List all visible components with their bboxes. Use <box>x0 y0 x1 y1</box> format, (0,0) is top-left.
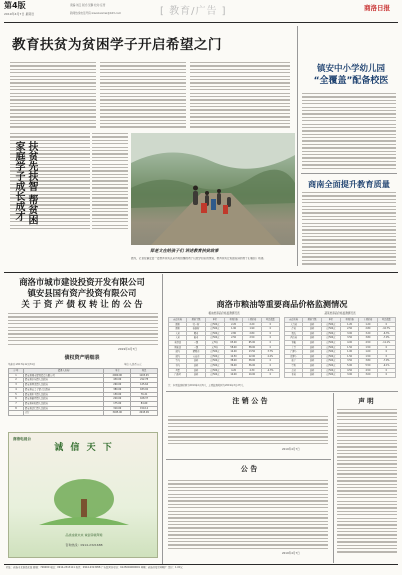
price-table-cell: 1.50 <box>359 345 377 350</box>
sidebar-text-a <box>48 133 90 233</box>
debt-table-cell: 4 <box>9 387 24 392</box>
price-table-cell: 0 <box>261 373 279 378</box>
price-table-cell: 五花肉 <box>187 354 205 359</box>
price-table-cell: 1.00 <box>359 350 377 355</box>
announcement-title-2: 镇安县国有资产投资有限公司 <box>27 288 137 298</box>
price-table-cell: 籼米 <box>187 336 205 341</box>
price-table-cell: 新鲜 <box>303 354 321 359</box>
price-table-left-caption: 粮油类商品价格监测情况表 <box>208 312 240 315</box>
price-table-cell: 3.00 <box>340 373 358 378</box>
price-table-cell: 38.00 <box>243 359 261 364</box>
debt-table-row <box>9 411 158 416</box>
price-table-cell: 大米 <box>169 336 187 341</box>
debt-table-cell: 镇安县回龙镇人民政府 <box>23 383 103 388</box>
price-table-veg <box>284 317 396 378</box>
debt-table-cell: 1 <box>9 373 24 378</box>
debt-table-cell: 5 <box>9 392 24 397</box>
debt-table-cell: 7 <box>9 401 24 406</box>
price-table-cell: 元/500克 <box>205 359 224 364</box>
price-table-cell: 元/500克 <box>321 340 340 345</box>
price-table-cell: 新鲜 <box>303 327 321 332</box>
price-table-cell: 2.20 <box>224 322 242 327</box>
price-table-cell: 2.50 <box>340 327 358 332</box>
price-table-cell: 0 <box>377 345 395 350</box>
debt-table-cell: 镇安县米粮镇人民政府 <box>23 401 103 406</box>
price-table-header-cell: 商品名称 <box>169 318 187 323</box>
debt-col-no: 序号 <box>9 369 24 374</box>
price-table-cell: 1.50 <box>340 345 358 350</box>
header-rule <box>4 22 398 23</box>
price-footnote: 注：本期监测时间为2019年4月3日，上期监测时间为2019年3月27日。 <box>168 384 246 387</box>
price-table-cell: -7.9% <box>377 336 395 341</box>
price-table-cell: 芹菜 <box>285 327 303 332</box>
right-section-rule <box>301 173 397 174</box>
price-table-cell: -10.7% <box>377 327 395 332</box>
price-table-cell: 菜籽油 <box>169 340 187 345</box>
main-headline: 教育扶贫为贫困学子开启希望之门 <box>12 37 222 53</box>
debt-table-cell: 108.37 <box>131 397 158 402</box>
price-table-cell: 新鲜 <box>303 331 321 336</box>
price-table-cell: 新鲜 <box>303 359 321 364</box>
debt-table-cell: 212.78 <box>131 378 158 383</box>
price-table-cell: 0 <box>261 336 279 341</box>
price-table-cell: 0 <box>377 368 395 373</box>
cancel-notice-body <box>168 416 328 446</box>
price-table-cell: 大米 <box>169 331 187 336</box>
main-article-text-col2 <box>100 62 186 132</box>
price-table-cell: 白条鸡 <box>169 373 187 378</box>
debt-col-interest: 利息 <box>131 369 158 374</box>
price-table-cell: 3.80 <box>359 359 377 364</box>
price-table-cell: 调和油 <box>169 345 187 350</box>
price-table-cell: 元/500克 <box>321 345 340 350</box>
price-table-header-cell: 本期价格 <box>224 318 242 323</box>
price-table-cell: 3.00 <box>359 373 377 378</box>
general-notice-body <box>168 480 328 552</box>
price-table-cell: 土豆 <box>285 345 303 350</box>
debt-table-cell: 380.00 <box>104 387 131 392</box>
debt-table-cell: 2045.09 <box>131 411 158 416</box>
announcement-body <box>8 313 158 347</box>
price-table-cell: 新鲜 <box>187 359 205 364</box>
debt-table-cell: 镇安县达仁镇人民政府 <box>23 406 103 411</box>
price-table-cell: 1.90 <box>243 327 261 332</box>
debt-asset-table <box>8 368 158 416</box>
price-table-cell: 元/5升 <box>205 345 224 350</box>
debt-table-cell: 150.00 <box>104 392 131 397</box>
contact-line: 新闻热线电话号码:xiaoxiaomei@163.com <box>70 12 122 15</box>
price-table-cell: 元/500克 <box>205 363 224 368</box>
ad-title: 诚 信 天 下 <box>54 443 114 453</box>
debt-table-cell: 6 <box>9 397 24 402</box>
general-notice-title: 公 告 <box>240 465 258 473</box>
debt-table-cell: 125.64 <box>131 383 158 388</box>
price-table-cell: 新鲜 <box>187 373 205 378</box>
price-table-cell: 1.50 <box>359 354 377 359</box>
ad-illustration <box>29 459 139 529</box>
price-table-cell: 面粉 <box>169 322 187 327</box>
debt-table-title: 债权资产明细表 <box>64 355 100 361</box>
price-table-cell: 1.20 <box>340 322 358 327</box>
vertical-column-title <box>12 141 42 231</box>
debt-table-cell: 76.21 <box>131 392 158 397</box>
price-table-cell: 元/500克 <box>321 359 340 364</box>
price-table-cell: 65.00 <box>243 340 261 345</box>
debt-table-meta-right: 单位:人民币万元 <box>124 363 142 366</box>
announcement-title-3: 关 于 资 产 债 权 转 让 的 公 告 <box>21 299 143 309</box>
right-article-2-text <box>302 192 396 266</box>
price-table-cell: 特一粉 <box>187 322 205 327</box>
price-table-cell: 元/500克 <box>321 368 340 373</box>
lower-vertical-divider <box>162 274 163 564</box>
price-table-cell: 36.00 <box>243 363 261 368</box>
price-table-cell: 3.00 <box>340 331 358 336</box>
editors-line: 责编:刘江 版式:吴静 校对:任雪 <box>70 4 106 7</box>
price-table-cell: 4.00 <box>340 340 358 345</box>
price-table-cell: 鸡蛋 <box>169 368 187 373</box>
notice-rule-2 <box>166 459 331 460</box>
price-table-cell: 4.50 <box>340 368 358 373</box>
price-table-cell: 2.80 <box>224 331 242 336</box>
price-table-cell: 白萝卜 <box>285 350 303 355</box>
price-table-cell: -7.9% <box>377 359 395 364</box>
price-table-cell: 元/500克 <box>205 354 224 359</box>
price-table-cell: 1.90 <box>224 327 242 332</box>
price-table-header-cell: 规格等级 <box>303 318 321 323</box>
notice-rule <box>166 391 398 392</box>
debt-table-cell: 84.60 <box>131 401 158 406</box>
price-table-cell: 0 <box>261 359 279 364</box>
price-table-cell: 58.00 <box>224 345 242 350</box>
footer-rule <box>4 564 398 565</box>
photo-scene <box>131 133 295 245</box>
price-table-cell: 0 <box>261 331 279 336</box>
right-headline-1: 镇安中小学幼儿园 <box>316 64 385 74</box>
price-table-cell: 新鲜 <box>303 340 321 345</box>
price-table-cell: 元/500克 <box>321 354 340 359</box>
price-table-header-cell: 规格等级 <box>187 318 205 323</box>
announcement-title-1: 商洛市城市建设投资开发有限公司 <box>19 277 145 287</box>
price-table-cell: 0 <box>377 354 395 359</box>
price-table-cell: 元/500克 <box>205 350 224 355</box>
photo-caption-body: 图为，记者在镇安县一处教育扶贫点采访时拍摄的孩子们放学回家的情景，教育扶贫让贫困家庭的孩子们看到了希望。 <box>131 257 266 260</box>
price-table-cell: 青椒 <box>285 340 303 345</box>
price-table-cell: 10.00 <box>224 373 242 378</box>
price-table-cell: 2.80 <box>359 327 377 332</box>
announcement-date: 2019年4月7日 <box>118 347 138 351</box>
price-table-cell: 13.50 <box>243 350 261 355</box>
price-table-cell: 0 <box>261 322 279 327</box>
debt-table-cell: 镇安县木王镇人民政府 <box>23 392 103 397</box>
page-number: 第4版 <box>4 1 26 10</box>
debt-table-cell: 合计 <box>23 411 103 416</box>
price-table-cell: 元/500克 <box>205 373 224 378</box>
price-table-cell: 新鲜 <box>303 336 321 341</box>
cancel-notice-title: 注 销 公 告 <box>232 397 268 405</box>
price-table-cell: 羊肉 <box>169 363 187 368</box>
debt-table-cell: 3 <box>9 383 24 388</box>
price-table-cell: 元/500克 <box>205 322 224 327</box>
main-article-text-col1 <box>10 62 96 132</box>
price-table-header-cell: 环比涨跌 <box>261 318 279 323</box>
price-table-header-cell: 商品名称 <box>285 318 303 323</box>
price-table-cell: 元/500克 <box>205 327 224 332</box>
debt-table-cell: 310.00 <box>104 406 131 411</box>
price-table-header-cell: 单位 <box>205 318 224 323</box>
debt-table-cell: 260.00 <box>104 383 131 388</box>
right-column-divider <box>297 26 298 266</box>
price-table-cell: 10.00 <box>243 373 261 378</box>
price-table-cell: 元/500克 <box>321 350 340 355</box>
price-table-cell: 2.20 <box>243 322 261 327</box>
price-table-cell: 精瘦肉 <box>187 350 205 355</box>
price-table-cell: 3.20 <box>359 331 377 336</box>
price-table-cell: 蒜苔 <box>285 368 303 373</box>
ad-phone: 咨询热线：0914-2321688 <box>65 543 103 547</box>
statement-divider <box>333 393 334 563</box>
price-table-header-cell: 本期价格 <box>340 318 358 323</box>
debt-table-cell: 430.00 <box>104 378 131 383</box>
price-table-cell: 5.50 <box>359 363 377 368</box>
right-article-1-text <box>302 93 396 171</box>
price-table-cell: 新鲜 <box>303 345 321 350</box>
price-table-grain <box>168 317 280 378</box>
price-table-cell: 2.50 <box>224 336 242 341</box>
price-table-cell: 元/500克 <box>205 368 224 373</box>
statement-title: 声 明 <box>358 397 374 405</box>
price-table-cell: 14.00 <box>224 350 242 355</box>
price-table-cell: 豆角 <box>285 363 303 368</box>
price-table-cell: 新鲜 <box>303 322 321 327</box>
debt-col-debtor: 债务人名称 <box>23 369 103 374</box>
news-photo <box>131 133 295 245</box>
price-table-cell: 0 <box>377 322 395 327</box>
right-subheadline-1: “全覆盖”配备校医 <box>313 76 389 86</box>
price-table-cell: 3.50 <box>340 336 358 341</box>
date-line: 2019年4月7日 星期日 <box>4 12 35 16</box>
ad-tagline: 品质成就未来 诚信铸就辉煌 <box>65 533 103 537</box>
price-table-cell: 西红柿 <box>285 336 303 341</box>
debt-table-cell: 镇安县永乐镇人民政府 <box>23 378 103 383</box>
debt-table-cell: 镇安县城市建设投资有限公司 <box>23 373 103 378</box>
main-article-text-col3 <box>190 62 290 132</box>
debt-table-cell: 3925.00 <box>104 411 131 416</box>
price-table-header-cell: 上期价格 <box>359 318 377 323</box>
price-table-cell: 元/500克 <box>205 331 224 336</box>
price-monitor-title: 商洛市粮油等重要商品价格监测情况 <box>216 299 348 309</box>
price-table-cell: 元/500克 <box>321 336 340 341</box>
price-table-header-cell: 上期价格 <box>243 318 261 323</box>
price-table-cell: 新鲜 <box>303 363 321 368</box>
price-table-cell: 韭菜 <box>285 373 303 378</box>
footer-info: 社址：商洛市北新街北段 邮编：726000 电话：0914-2313111 传真：0914-2313058 广告经营许可证：6125004000001 印刷：商洛日报社印刷厂 定价：1.00元 <box>6 566 183 569</box>
price-table-header-cell: 环比涨跌 <box>377 318 395 323</box>
price-table-cell: 元/500克 <box>205 336 224 341</box>
photo-caption-title: 郑老文在给孩子们 讲述教育扶贫故事 <box>150 248 219 253</box>
price-table-cell: 1.00 <box>340 350 358 355</box>
price-table-cell: 面粉 <box>169 327 187 332</box>
price-table-cell: 0 <box>261 363 279 368</box>
debt-table-cell: 150.12 <box>131 406 158 411</box>
price-table-cell: 12.00 <box>243 354 261 359</box>
price-table-cell: 2.80 <box>243 331 261 336</box>
price-table-cell: 12.50 <box>224 354 242 359</box>
price-table-cell: 元/500克 <box>321 327 340 332</box>
debt-table-cell: 2000.00 <box>104 373 131 378</box>
debt-table-cell: 镇安县柴坪镇人民政府 <box>23 397 103 402</box>
price-table-cell: 新鲜 <box>187 368 205 373</box>
price-table-cell: 0 <box>377 350 395 355</box>
section-title: [ 教育/广告 ] <box>160 6 227 17</box>
price-table-cell: 36.00 <box>224 363 242 368</box>
price-table-cell: 4.30 <box>243 368 261 373</box>
price-table-cell: 茄子 <box>285 359 303 364</box>
price-table-cell: 0 <box>261 340 279 345</box>
mid-page-rule <box>4 272 398 273</box>
price-table-cell: 2.50 <box>243 336 261 341</box>
price-table-cell: -9.1% <box>377 363 395 368</box>
price-table-cell: 粳米 <box>187 331 205 336</box>
price-table-cell: 0 <box>261 327 279 332</box>
debt-table-cell: 镇安县云盖寺镇人民政府 <box>23 387 103 392</box>
price-table-cell: -6.3% <box>377 331 395 336</box>
price-table-cell: -11.1% <box>377 340 395 345</box>
debt-table-cell: 1103.45 <box>131 373 158 378</box>
price-table-cell: 新鲜 <box>303 350 321 355</box>
price-table-cell: 1.50 <box>340 354 358 359</box>
price-table-cell: 胡萝卜 <box>285 354 303 359</box>
masthead <box>0 0 402 22</box>
debt-table-cell <box>9 411 24 416</box>
general-notice-date: 2019年4月7日 <box>282 552 300 555</box>
ad-logo: 商洛电视台 <box>13 437 31 441</box>
price-table-cell: 3.7% <box>261 350 279 355</box>
price-table-cell: 新鲜 <box>303 373 321 378</box>
price-table-cell: 标准粉 <box>187 327 205 332</box>
price-table-cell: 元/500克 <box>321 363 340 368</box>
price-table-cell: 新鲜 <box>303 368 321 373</box>
advertisement <box>8 432 158 558</box>
price-table-cell: 元/5升 <box>205 340 224 345</box>
price-table-cell: 58.00 <box>243 345 261 350</box>
right-headline-2: 商南全面提升教育质量 <box>308 179 390 189</box>
price-table-cell: 牛肉 <box>169 359 187 364</box>
price-table-cell: 5.00 <box>340 363 358 368</box>
debt-table-cell: 8 <box>9 406 24 411</box>
price-table-header-cell: 单位 <box>321 318 340 323</box>
debt-table-cell: 2 <box>9 378 24 383</box>
price-table-cell: 0 <box>377 373 395 378</box>
price-table-cell: 0 <box>261 345 279 350</box>
price-table-cell: 猪肉 <box>169 354 187 359</box>
price-table-cell: 黄瓜 <box>285 331 303 336</box>
sidebar-text-b <box>92 133 128 233</box>
price-table-right-caption: 蔬菜类商品价格监测情况表 <box>324 312 356 315</box>
price-table-cell: 4.2% <box>261 354 279 359</box>
price-table-cell: 3.50 <box>340 359 358 364</box>
price-table-cell: 1.20 <box>359 322 377 327</box>
debt-col-principal: 本金 <box>104 369 131 374</box>
price-table-cell: 猪肉 <box>169 350 187 355</box>
debt-table-cell: 175.00 <box>104 401 131 406</box>
price-table-cell: 一级 <box>187 340 205 345</box>
debt-table-cell: 183.92 <box>131 387 158 392</box>
price-table-cell: 一级 <box>187 345 205 350</box>
price-table-row <box>285 373 396 378</box>
debt-table-cell: 220.00 <box>104 397 131 402</box>
cancel-notice-date: 2019年4月7日 <box>282 448 300 451</box>
price-table-cell: 4.20 <box>224 368 242 373</box>
price-table-cell: 4.50 <box>359 340 377 345</box>
newspaper-logo: 商洛日报 <box>364 4 390 12</box>
statement-body <box>337 409 397 559</box>
price-table-cell: 4.50 <box>359 368 377 373</box>
price-table-cell: 元/500克 <box>321 373 340 378</box>
vertical-title-text: 扶贫先扶智 帮贫困家庭学子成长成才 <box>13 141 37 225</box>
price-table-cell: 大白菜 <box>285 322 303 327</box>
price-table-cell: 65.00 <box>224 340 242 345</box>
price-table-cell: 3.80 <box>359 336 377 341</box>
price-table-cell: -2.3% <box>261 368 279 373</box>
price-table-row <box>169 373 280 378</box>
debt-table-meta-left: 基准日:2017年12月31日 <box>8 363 36 366</box>
price-table-cell: 元/500克 <box>321 331 340 336</box>
price-table-cell: 38.00 <box>224 359 242 364</box>
price-table-cell: 元/500克 <box>321 322 340 327</box>
price-table-cell: 新鲜 <box>187 363 205 368</box>
